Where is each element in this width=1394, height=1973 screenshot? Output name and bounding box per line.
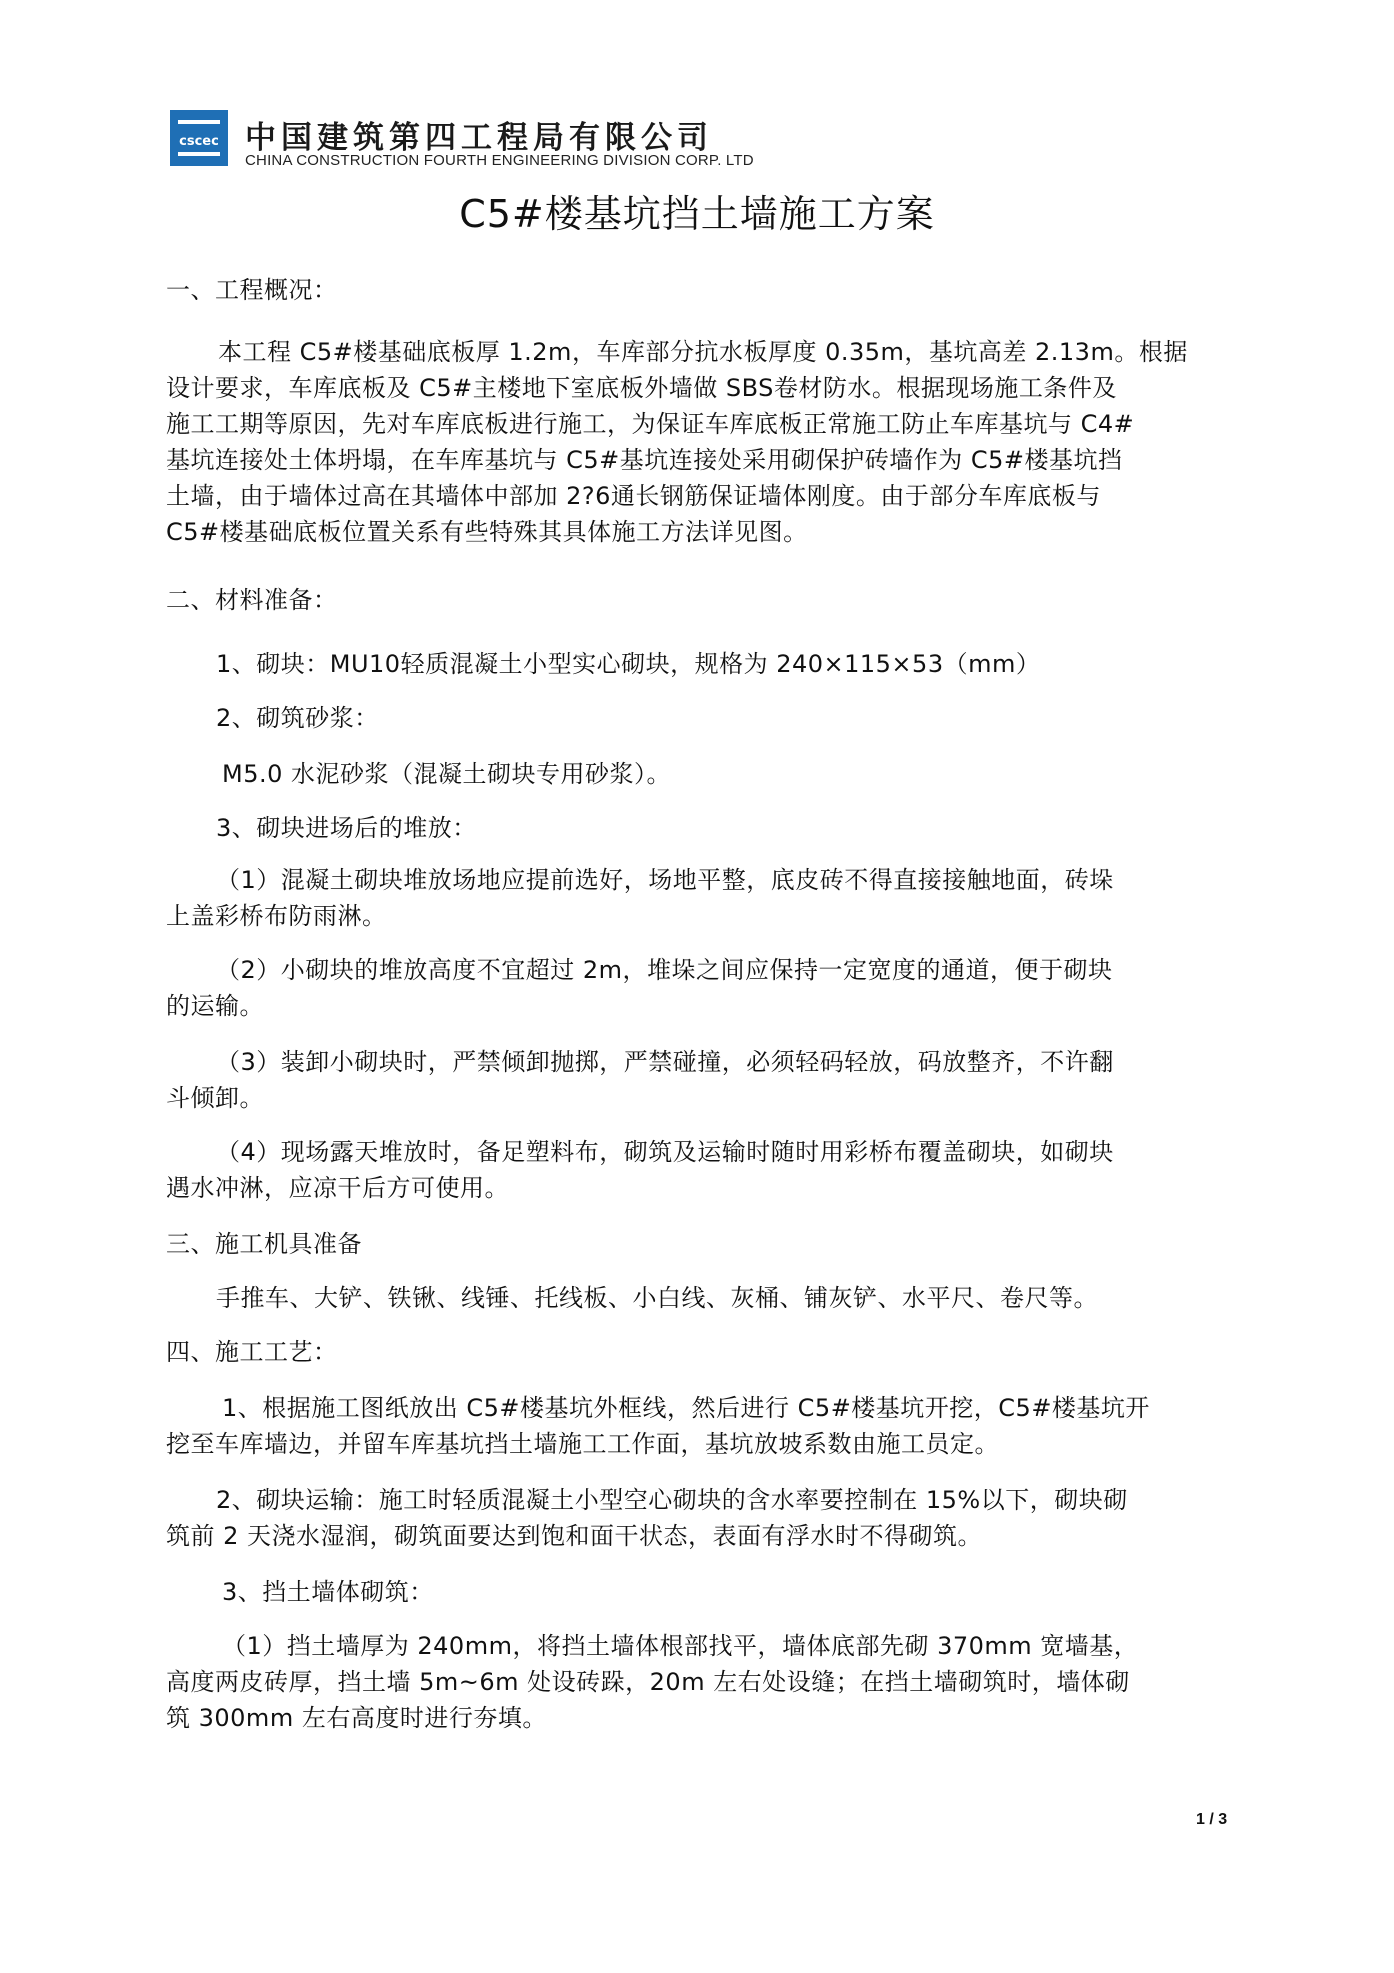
- section-heading: 二、材料准备：: [166, 586, 338, 614]
- paragraph-line: 本工程 C5#楼基础底板厚 1.2m，车库部分抗水板厚度 0.35m，基坑高差 2.13m。根据: [218, 338, 1188, 366]
- list-item: 3、砌块进场后的堆放：: [216, 814, 477, 842]
- paragraph-line: 土墙，由于墙体过高在其墙体中部加 2?6通长钢筋保证墙体刚度。由于部分车库底板与: [166, 482, 1101, 510]
- paragraph-line: 上盖彩桥布防雨淋。: [166, 902, 387, 930]
- section-heading: 三、施工机具准备: [166, 1230, 362, 1258]
- paragraph-line: （4）现场露天堆放时，备足塑料布，砌筑及运输时随时用彩桥布覆盖砌块，如砌块: [216, 1138, 1114, 1166]
- company-name-en: CHINA CONSTRUCTION FOURTH ENGINEERING DIVISION CORP. LTD: [245, 152, 754, 169]
- paragraph-line: 遇水冲淋，应凉干后方可使用。: [166, 1174, 509, 1202]
- paragraph-line: C5#楼基础底板位置关系有些特殊其具体施工方法详见图。: [166, 518, 808, 546]
- section-heading: 一、工程概况：: [166, 276, 338, 304]
- document-title: C5#楼基坑挡土墙施工方案: [459, 192, 935, 236]
- paragraph-line: 施工工期等原因，先对车库底板进行施工，为保证车库底板正常施工防止车库基坑与 C4#: [166, 410, 1135, 438]
- paragraph-line: （1）混凝土砌块堆放场地应提前选好，场地平整，底皮砖不得直接接触地面，砖垛: [216, 866, 1114, 894]
- list-item: 2、砌筑砂浆：: [216, 704, 379, 732]
- paragraph-line: 2、砌块运输：施工时轻质混凝土小型空心砌块的含水率要控制在 15%以下，砌块砌: [216, 1486, 1128, 1514]
- paragraph-line: 高度两皮砖厚，挡土墙 5m~6m 处设砖跺，20m 左右处设缝；在挡土墙砌筑时，墙体砌: [166, 1668, 1130, 1696]
- list-item: 3、挡土墙体砌筑：: [222, 1578, 434, 1606]
- paragraph-line: 的运输。: [166, 992, 264, 1020]
- paragraph-line: M5.0 水泥砂浆（混凝土砌块专用砂浆）。: [222, 760, 672, 788]
- paragraph-line: 基坑连接处土体坍塌，在车库基坑与 C5#基坑连接处采用砌保护砖墙作为 C5#楼基坑挡: [166, 446, 1123, 474]
- paragraph-line: 手推车、大铲、铁锹、线锤、托线板、小白线、灰桶、铺灰铲、水平尺、卷尺等。: [216, 1284, 1098, 1312]
- cscec-logo: [170, 110, 228, 166]
- section-heading: 四、施工工艺：: [166, 1338, 338, 1366]
- paragraph-line: （1）挡土墙厚为 240mm，将挡土墙体根部找平，墙体底部先砌 370mm 宽墙基，: [222, 1632, 1139, 1660]
- svg-text:cscec: cscec: [179, 134, 219, 149]
- paragraph-line: 筑 300mm 左右高度时进行夯填。: [166, 1704, 547, 1732]
- list-item: 1、砌块：MU10轻质混凝土小型实心砌块，规格为 240×115×53（mm）: [216, 650, 1041, 678]
- paragraph-line: 斗倾卸。: [166, 1084, 264, 1112]
- page-number: 1 / 3: [1196, 1811, 1228, 1828]
- paragraph-line: 设计要求，车库底板及 C5#主楼地下室底板外墙做 SBS卷材防水。根据现场施工条件及: [166, 374, 1117, 402]
- paragraph-line: 1、根据施工图纸放出 C5#楼基坑外框线，然后进行 C5#楼基坑开挖，C5#楼基坑开: [222, 1394, 1150, 1422]
- paragraph-line: 挖至车库墙边，并留车库基坑挡土墙施工工作面，基坑放坡系数由施工员定。: [166, 1430, 999, 1458]
- paragraph-line: （3）装卸小砌块时，严禁倾卸抛掷，严禁碰撞，必须轻码轻放，码放整齐，不许翻: [216, 1048, 1114, 1076]
- company-name-cn: 中国建筑第四工程局有限公司: [245, 120, 713, 156]
- paragraph-line: （2）小砌块的堆放高度不宜超过 2m，堆垛之间应保持一定宽度的通道，便于砌块: [216, 956, 1113, 984]
- company-header: [170, 110, 770, 172]
- paragraph-line: 筑前 2 天浇水湿润，砌筑面要达到饱和面干状态，表面有浮水时不得砌筑。: [166, 1522, 983, 1550]
